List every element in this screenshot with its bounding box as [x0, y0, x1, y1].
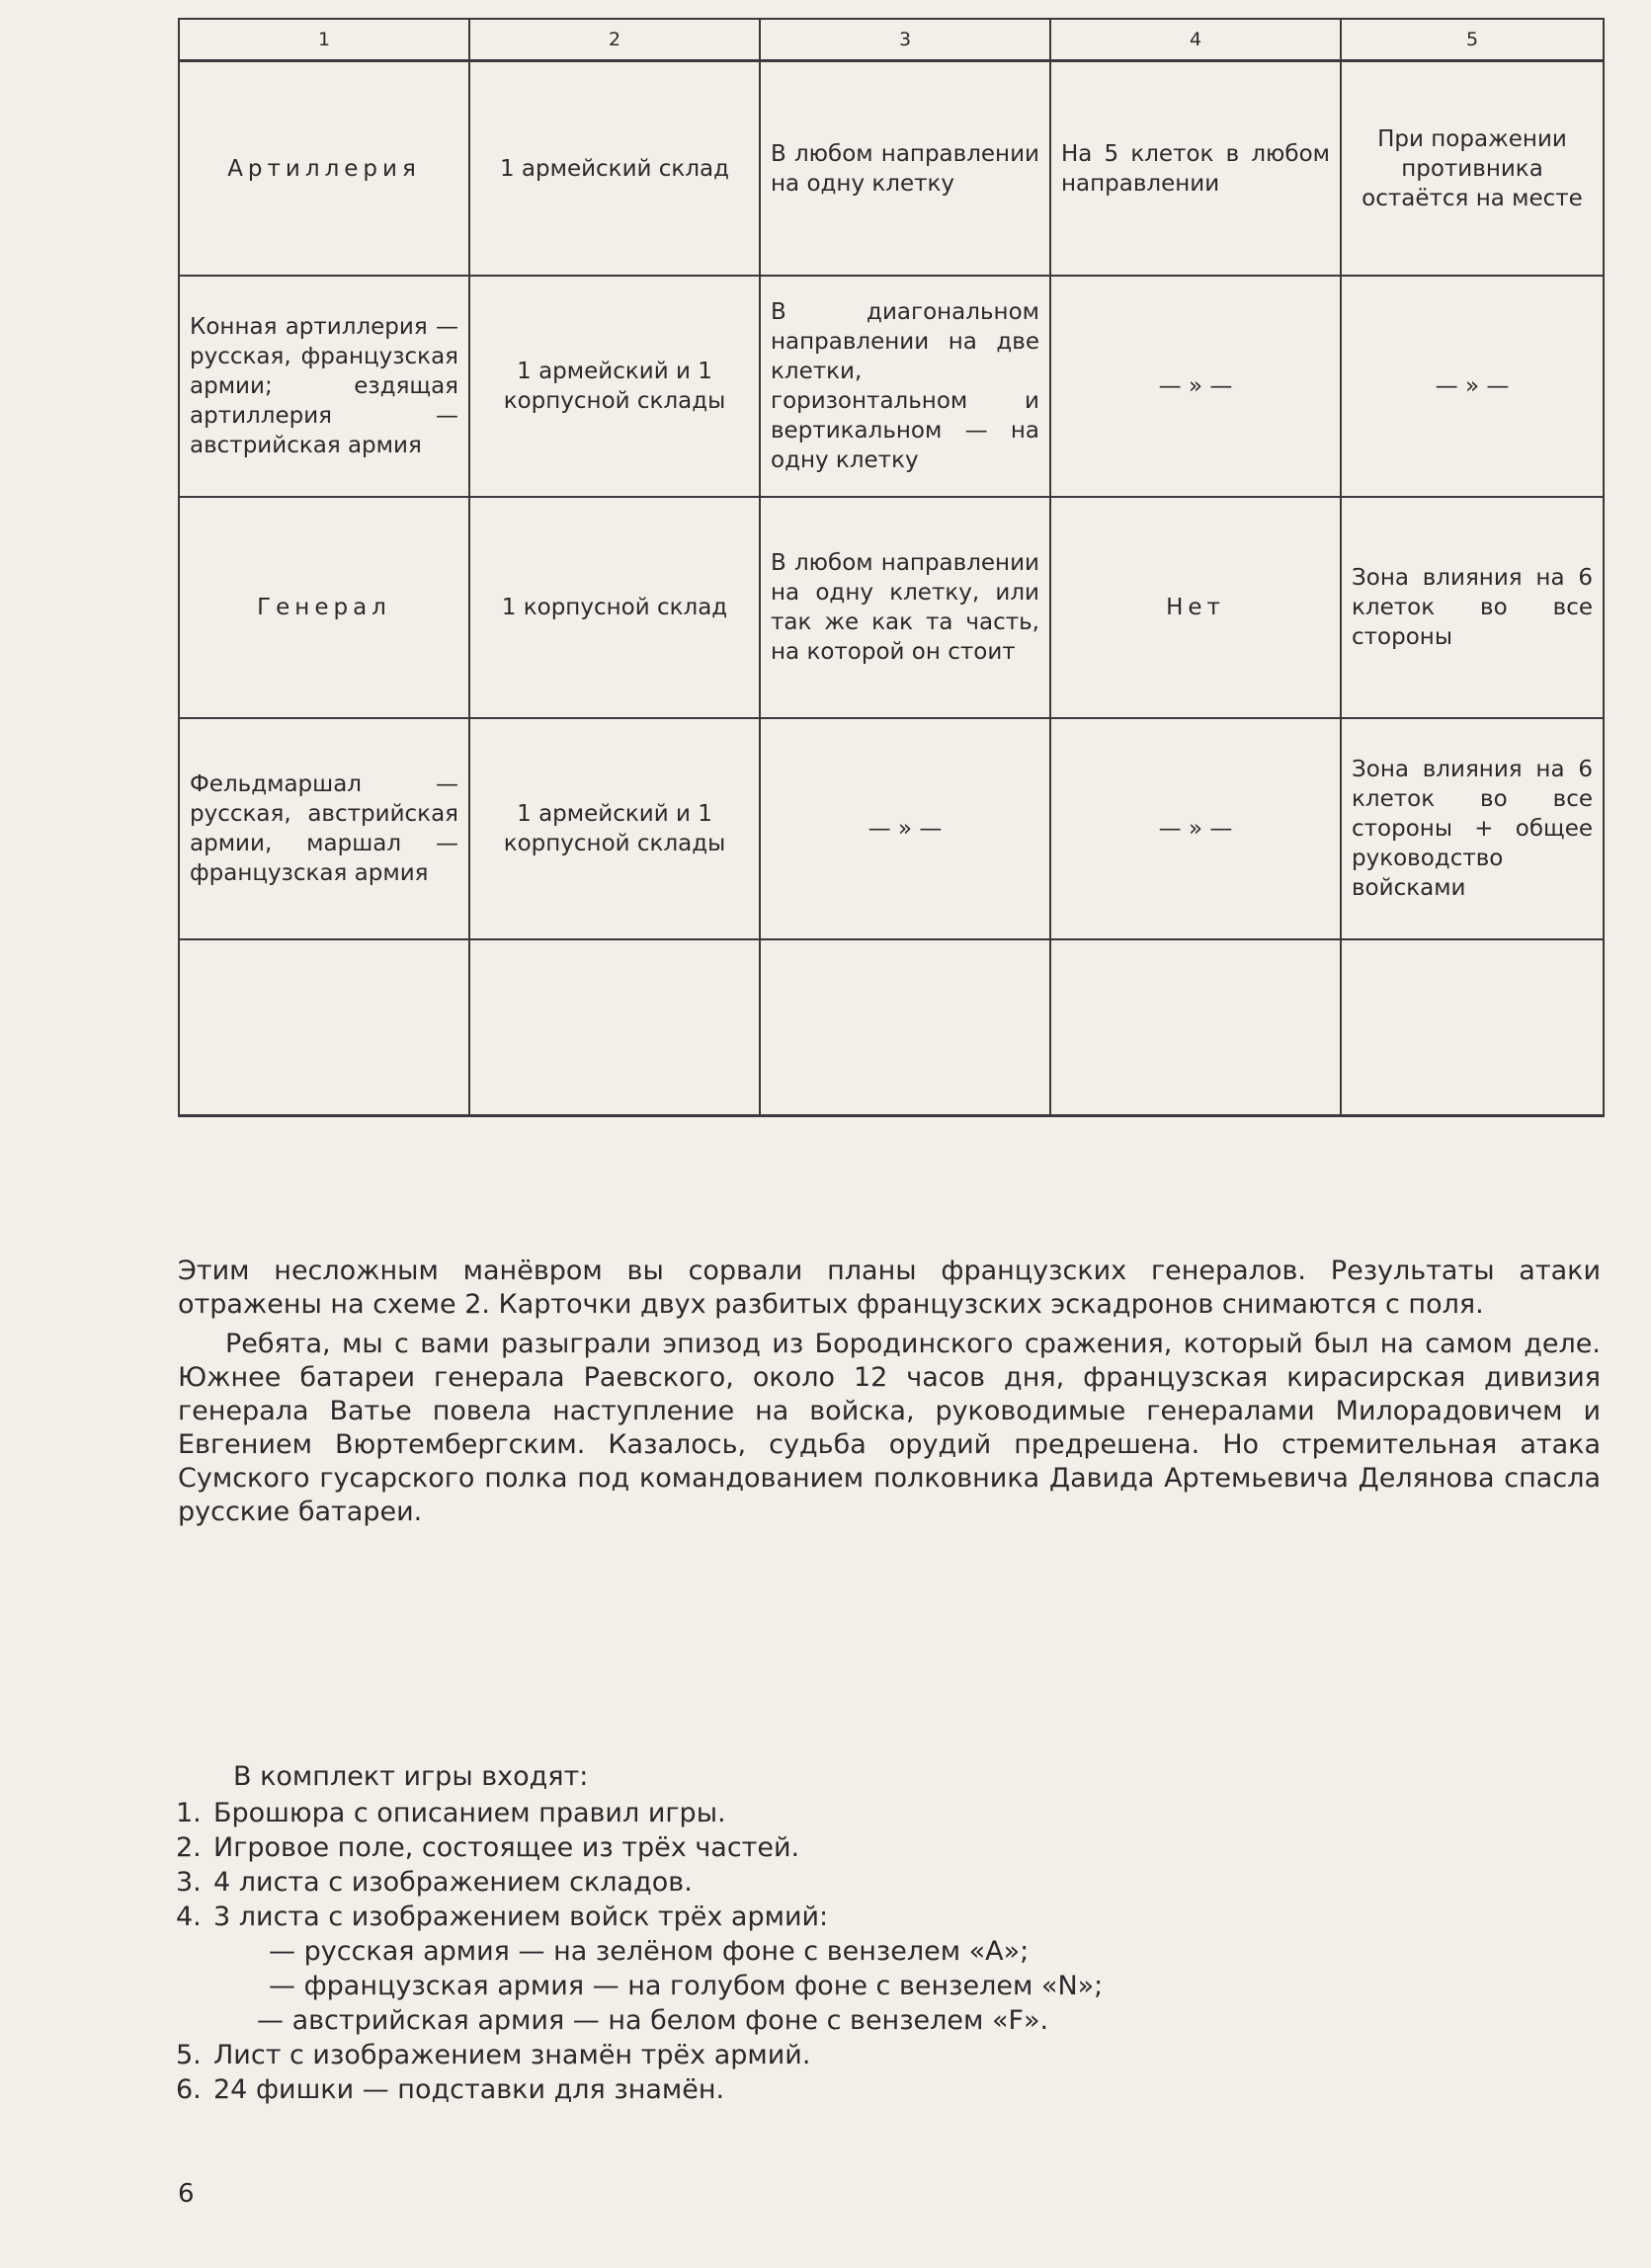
kit-title: В комплект игры входят:	[233, 1761, 589, 1792]
list-subitem: — русская армия — на зелёном фоне с вензелем «А»;	[269, 1936, 1030, 1967]
list-item	[176, 1865, 1460, 1900]
range-cell: — » —	[1050, 718, 1341, 939]
page-number: 6	[178, 2179, 195, 2209]
list-item-number: 2.	[176, 1832, 202, 1863]
movement-cell: — » —	[760, 718, 1050, 939]
list-item-number: 3.	[176, 1867, 202, 1898]
empty-cell	[760, 939, 1050, 1116]
supply-cell: 1 корпусной склад	[469, 497, 760, 718]
effect-cell: При поражении противника остаётся на месте	[1341, 61, 1604, 277]
kit-list	[176, 1796, 1460, 2107]
effect-cell: — » —	[1341, 276, 1604, 497]
list-item-text: 4 листа с изображением складов.	[213, 1867, 693, 1898]
story-paragraph: Ребята, мы с вами разыграли эпизод из Бородинского сражения, который был на самом деле. Южнее батареи генерала Раевского, около 12 часов дня, французская кирасирская дивизия генерала Ватье повела наступление на войска, руководимые генералами Милорадовичем и Евгением Вюртембергским. Казалось, судьба орудий предрешена. Но стремительная атака Сумского гусарского полка под командованием полковника Давида Артемьевича Делянова спасла русские батареи.	[178, 1329, 1601, 1527]
movement-cell: В любом направлении на одну клетку, или так же как та часть, на которой он стоит	[760, 497, 1050, 718]
list-item-text: Игровое поле, состоящее из трёх частей.	[213, 1832, 800, 1863]
list-item	[176, 2072, 1460, 2107]
range-cell: — » —	[1050, 276, 1341, 497]
table-header-row	[179, 19, 1604, 61]
supply-cell: 1 армейский склад	[469, 61, 760, 277]
column-header: 4	[1050, 19, 1341, 61]
list-subitem: — французская армия — на голубом фоне с вензелем «N»;	[269, 1971, 1104, 2001]
list-item	[176, 1796, 1460, 1830]
list-item-number: 4.	[176, 1902, 202, 1932]
table-row	[179, 497, 1604, 718]
list-item	[176, 1830, 1460, 1865]
table-row	[179, 276, 1604, 497]
story-paragraph: Этим несложным манёвром вы сорвали планы французских генералов. Результаты атаки отражены на схеме 2. Карточки двух разбитых французских эскадронов снимаются с поля.	[178, 1256, 1601, 1320]
column-header: 2	[469, 19, 760, 61]
list-item-text: 24 фишки — подставки для знамён.	[213, 2074, 725, 2105]
list-item-number: 1.	[176, 1798, 202, 1828]
range-cell: Нет	[1050, 497, 1341, 718]
list-item-number: 6.	[176, 2074, 202, 2105]
movement-cell: В любом направлении на одну клетку	[760, 61, 1050, 277]
story-text	[178, 1255, 1601, 1529]
column-header: 5	[1341, 19, 1604, 61]
column-header: 3	[760, 19, 1050, 61]
units-table	[178, 18, 1605, 1117]
table-row	[179, 61, 1604, 277]
empty-cell	[1341, 939, 1604, 1116]
list-item-text: Брошюра с описанием правил игры.	[213, 1798, 726, 1828]
list-subitem: — австрийская армия — на белом фоне с вензелем «F».	[257, 2005, 1049, 2036]
unit-name-cell: Фельдмаршал — русская, австрийская армии, маршал — французская армия	[179, 718, 469, 939]
empty-cell	[179, 939, 469, 1116]
column-header: 1	[179, 19, 469, 61]
empty-cell	[469, 939, 760, 1116]
range-cell: На 5 клеток в любом направлении	[1050, 61, 1341, 277]
unit-name-cell: Генерал	[179, 497, 469, 718]
list-item-text: 3 листа с изображением войск трёх армий:	[213, 1902, 829, 1932]
movement-cell: В диагональном направлении на две клетки, горизонтальном и вертикальном — на одну клетку	[760, 276, 1050, 497]
effect-cell: Зона влияния на 6 клеток во все стороны	[1341, 497, 1604, 718]
empty-cell	[1050, 939, 1341, 1116]
list-item-text: Лист с изображением знамён трёх армий.	[213, 2040, 811, 2070]
effect-cell: Зона влияния на 6 клеток во все стороны + общее руководство войсками	[1341, 718, 1604, 939]
list-item	[176, 2038, 1460, 2072]
unit-name-cell: Артиллерия	[179, 61, 469, 277]
table-row-empty	[179, 939, 1604, 1116]
list-item-number: 5.	[176, 2040, 202, 2070]
unit-name-cell: Конная артиллерия — русская, французская армии; ездящая артиллерия — австрийская армия	[179, 276, 469, 497]
list-item	[176, 1900, 1460, 1934]
supply-cell: 1 армейский и 1 корпусной склады	[469, 276, 760, 497]
supply-cell: 1 армейский и 1 корпусной склады	[469, 718, 760, 939]
table-row	[179, 718, 1604, 939]
